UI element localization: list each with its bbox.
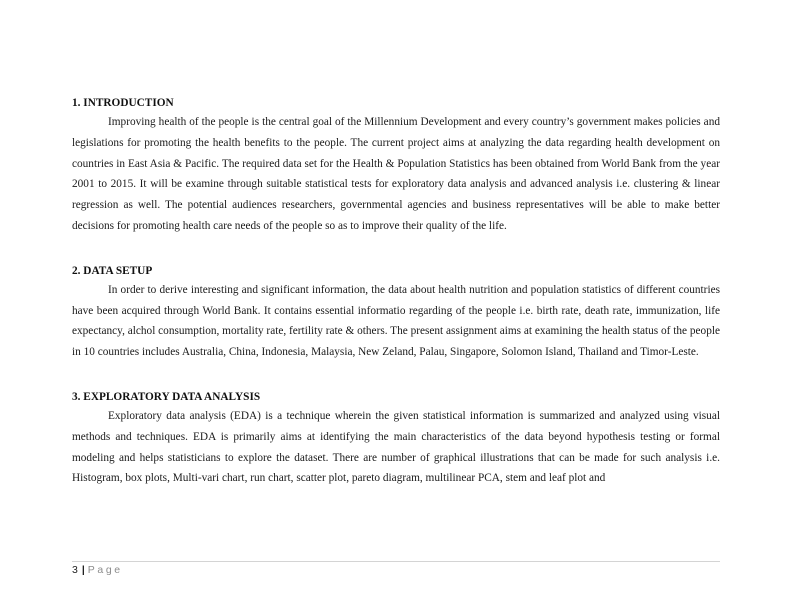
page-number: 3 bbox=[72, 564, 78, 576]
footer-divider bbox=[72, 561, 720, 562]
section-spacer bbox=[72, 237, 720, 263]
document-body bbox=[72, 95, 720, 489]
section-exploratory-data-analysis bbox=[72, 389, 720, 489]
section-data-setup bbox=[72, 263, 720, 363]
section-introduction bbox=[72, 95, 720, 237]
section-paragraph: Improving health of the people is the central goal of the Millennium Development and every country’s government makes policies and legislations for promoting the health benefits to the people. The current project aims at analyzing the data regarding health development on countries in East Asia & Pacific. The required data set for the Health & Population Statistics has been obtained from World Bank from the year 2001 to 2015. It will be examine through suitable statistical tests for exploratory data analysis and advanced analysis i.e. clustering & linear regression as well. The potential audiences researchers, governmental agencies and business representatives will be able to make better decisions for promoting health care needs of the people so as to improve their quality of the life. bbox=[72, 116, 720, 232]
footer-separator: | bbox=[81, 564, 85, 576]
page-footer bbox=[72, 563, 123, 577]
section-paragraph: In order to derive interesting and significant information, the data about health nutrition and population statistics of different countries have been acquired through World Bank. It contains essential informatio regarding of the people i.e. birth rate, death rate, immunization, life expectancy, alchol consumption, mortality rate, fertility rate & others. The present assignment aims at examining the health status of the people in 10 countries includes Australia, China, Indonesia, Malaysia, New Zeland, Palau, Singapore, Solomon Island, Thailand and Timor-Leste. bbox=[72, 283, 720, 359]
section-spacer bbox=[72, 363, 720, 389]
section-heading: 3. EXPLORATORY DATA ANALYSIS bbox=[72, 390, 261, 403]
page-label: Page bbox=[87, 564, 123, 576]
section-paragraph: Exploratory data analysis (EDA) is a technique wherein the given statistical information is summarized and analyzed using visual methods and techniques. EDA is primarily aims at identifying the main characteristics of the data beyond hypothesis testing or formal modeling and helps statisticians to explore the dataset. There are number of graphical illustrations that can be made for such analysis i.e. Histogram, box plots, Multi-vari chart, run chart, scatter plot, pareto diagram, multilinear PCA, stem and leaf plot and bbox=[72, 409, 720, 485]
section-heading: 2. DATA SETUP bbox=[72, 264, 153, 277]
section-heading: 1. INTRODUCTION bbox=[72, 97, 174, 109]
